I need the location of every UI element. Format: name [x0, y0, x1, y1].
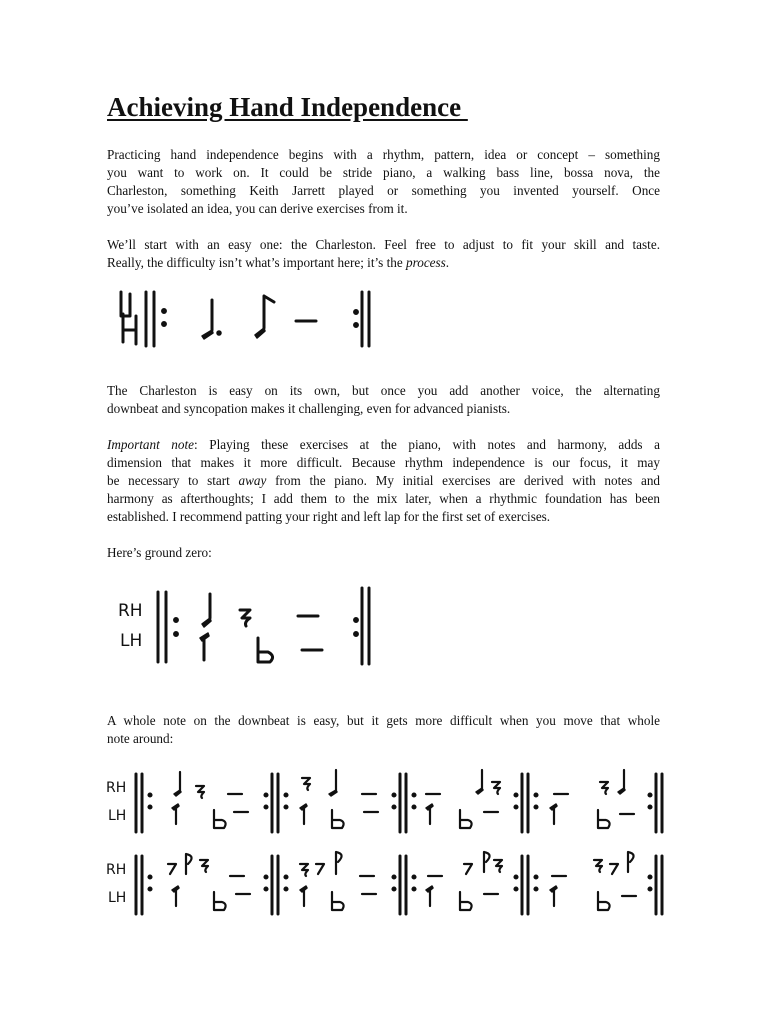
- rh-quarter-rest: [240, 610, 250, 626]
- emphasis: process: [405, 255, 446, 270]
- charleston-paragraph: [107, 382, 660, 418]
- emphasis: away: [238, 473, 267, 488]
- text-line: Here’s ground zero:: [107, 545, 212, 560]
- lh-quarter-note: [200, 633, 209, 660]
- repeat-end-barline: [362, 292, 369, 346]
- whole-note-paragraph: [107, 712, 660, 748]
- rh-quarter-note: [202, 594, 211, 627]
- measure-4: [550, 770, 634, 828]
- rh-label: RH: [106, 780, 127, 796]
- text-line: downbeat and syncopation makes it challenging, even for advanced pianists.: [107, 401, 511, 416]
- ground-zero-notation: [112, 580, 382, 670]
- lh-label: LH: [108, 808, 127, 824]
- important-note-paragraph: [107, 436, 660, 526]
- measure-1: [172, 772, 248, 828]
- text-line: We’ll start with an easy one: the Charleston. Feel free to adjust to fit your skill and taste.: [107, 237, 660, 252]
- intro-paragraph: [107, 146, 660, 218]
- text-line: be necessary to start away from the piano. My initial exercises are derived with notes and: [107, 473, 661, 488]
- dotted-quarter-note: [202, 300, 221, 339]
- text-line: Charleston, something Keith Jarrett played or something you invented yourself. Once: [107, 183, 660, 198]
- lh-label: LH: [108, 890, 127, 906]
- lh-quarter-rest-glyph: [258, 638, 273, 662]
- page-title: Achieving Hand Independence: [107, 92, 468, 122]
- measure-5: [168, 854, 250, 910]
- text-line: dimension that makes it more difficult. Because rhythm independence is our focus, it may: [107, 455, 660, 470]
- rh-label: RH: [118, 601, 143, 621]
- repeat-start-barline: [146, 292, 154, 346]
- charleston-intro-paragraph: [107, 236, 660, 272]
- text-line: you’ve isolated an idea, you can derive exercises from it.: [107, 201, 408, 216]
- text-line: established. I recommend patting your right and left lap for the first set of exercises.: [107, 509, 551, 524]
- text-line: Really, the difficulty isn’t what’s important here; it’s the process.: [107, 255, 450, 270]
- hand-glyph-icon: [121, 292, 136, 344]
- text-line: A whole note on the downbeat is easy, but it gets more difficult when you move that whole: [107, 713, 660, 728]
- measure-8: [550, 852, 636, 910]
- text-line: Important note: Playing these exercises at the piano, with notes and harmony, adds a: [107, 437, 660, 452]
- emphasis: Important note: [107, 437, 195, 452]
- charleston-notation: [112, 286, 382, 352]
- measure-2: [300, 770, 378, 828]
- measure-6: [300, 852, 376, 910]
- exercises-row-1: [104, 764, 674, 842]
- text-line: Practicing hand independence begins with a rhythm, pattern, idea or concept – something: [107, 147, 660, 162]
- ground-zero-paragraph: [107, 544, 660, 562]
- lh-label: LH: [120, 631, 143, 651]
- measure-7: [426, 852, 502, 910]
- text-line: note around:: [107, 731, 174, 746]
- eighth-note: [255, 296, 274, 338]
- text-line: harmony as afterthoughts; I add them to the mix later, when a rhythmic foundation has been: [107, 491, 660, 506]
- text-line: The Charleston is easy on its own, but once you add another voice, the alternating: [107, 383, 660, 398]
- text-line: you want to work on. It could be stride piano, a walking bass line, bossa nova, the: [107, 165, 660, 180]
- measure-3: [426, 770, 500, 828]
- exercises-row-2: [104, 846, 674, 924]
- rh-label: RH: [106, 862, 127, 878]
